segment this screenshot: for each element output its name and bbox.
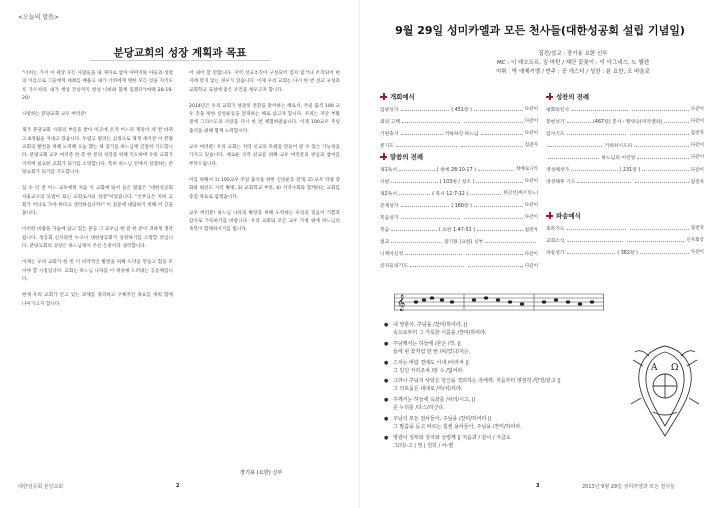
lyric-verse: ● 스치는 바람 결에도 이내 /사라져 || 그 있던 자리조차 /알 수 /없어라.: [384, 359, 469, 374]
dot-leader: [630, 132, 689, 135]
order-item-name: 영성체성가: [546, 168, 570, 174]
dot-leader: [476, 180, 522, 183]
order-item-detail: 하느님의 어린양: [601, 155, 636, 161]
order-item-detail: 거룩하시도다: [604, 143, 633, 149]
order-row: [546, 222, 704, 234]
order-item-role: 한긴선(마르티노): [503, 191, 539, 197]
order-item-name: 기원송가: [380, 131, 399, 137]
order-item-name: 니케아신경: [380, 252, 404, 258]
order-item-detail: ( 묵시 12:7-12 ): [432, 191, 469, 197]
order-row: [546, 115, 704, 127]
order-item-role: 신자회장: [686, 238, 704, 244]
section-heading: 성찬의 전례: [556, 93, 590, 101]
dot-leader: [567, 239, 624, 242]
order-item-detail: ( 요한 1:47-51 ): [438, 228, 476, 234]
order-item-name: 평화의인사: [546, 107, 570, 113]
order-item-name: 시편: [380, 179, 390, 185]
order-item-role: 집전자: [524, 227, 538, 233]
order-row: [380, 223, 538, 235]
cross-icon: [380, 93, 387, 100]
svg-text:Ω: Ω: [671, 363, 679, 373]
service-credits: [428, 50, 718, 77]
order-item-name: 봉헌성가: [546, 119, 565, 125]
dot-leader: [401, 216, 460, 219]
order-row: [546, 127, 704, 139]
dot-leader: [632, 108, 689, 111]
order-item-role: 다같이: [524, 119, 539, 125]
paragraph: 사랑하는 분당교회 교우 여러분!: [22, 112, 87, 118]
section-heading: 개회예식: [390, 93, 415, 101]
paragraph: 2014년은 우리 교회가 성장의 전환을 맞이하는 해로서, 주일 출석 100 교우 층을 위한 신앙운동을 전개하는 해로 삼고자 합니다. 우리는 지난 부활절에 그리스도의 사랑을 다시 한 번 체험하였습니다. 이제 100교우 주일 출석을 위해 함께 노력합시다.: [189, 103, 340, 134]
order-row: [380, 211, 538, 223]
dot-leader: [405, 252, 462, 255]
order-row: [380, 260, 538, 272]
order-item-role: 다같이: [524, 131, 538, 137]
dot-leader: [474, 204, 523, 207]
svg-text:A: A: [651, 363, 658, 373]
order-row: [380, 236, 538, 248]
page-number-right: 3: [536, 483, 540, 489]
order-item-name: 제1독서: [380, 167, 397, 173]
cross-icon: [546, 212, 553, 219]
order-item-role: 정베로니카: [515, 167, 539, 173]
dot-leader: [642, 168, 688, 171]
order-item-role: 다같이: [524, 263, 539, 269]
article-column-2: [189, 70, 340, 317]
paragraph: 교우 여러분! 우리 교회는 지역 선교의 모델을 만들어 갈 수 있는 가능성을 가지고 있습니다. 새로운 지역 선교를 위해 교우 여러분의 관심과 참여를 부탁드립니다.: [189, 145, 340, 167]
paragraph: 교우 여러분! 하느님 나라의 확장을 위해 노력하는 우리의 걸음이 기쁨과 감사로 가득하기를 바랍니다. 우리 교회와 모든 교우 가정 위에 하느님의 축복이 함께하시기를 빕니다.: [189, 210, 340, 233]
order-item-role: 다같이: [524, 251, 538, 257]
chant-staff: [394, 290, 604, 312]
dot-leader: [391, 180, 437, 183]
lyric-verse: ● 그러나 주님의 사랑은 당신을 경외하는 자에게: 처음부터 영원히 /한결/같고 || 그 의로움은 대대로 /미/치/리라.: [384, 378, 561, 393]
dot-leader: [401, 204, 450, 207]
dot-leader: [396, 144, 457, 147]
dot-leader: [571, 168, 617, 171]
order-item-name: 제2독서: [380, 191, 397, 197]
order-item-name: 죄의 고백: [380, 119, 401, 125]
dot-leader: [635, 180, 689, 183]
dot-leader: [577, 180, 631, 183]
order-item-name: 신자들의기도: [380, 264, 408, 270]
order-item-name: 복음성가: [380, 215, 399, 221]
order-item-detail: ( 창세 28:10-17 ): [436, 167, 477, 173]
order-item-name: 축복기도: [546, 226, 565, 232]
order-row: [380, 199, 538, 211]
dot-leader: [567, 251, 616, 254]
order-item-role: 다같이: [690, 250, 704, 256]
order-item-role: 다같이: [524, 215, 538, 221]
order-item-detail: (467장) 봉사 : 황영숙(미카엘라): [593, 119, 663, 125]
paragraph: 제가 분당교회 사목의 부름을 받아 이곳에 온지 어느덧 계절이 세 번 바뀌고 8개월을 지내고 있습니다. 두렵고 떨리는 심정으로 제게 새겨진 이 분당교회의 발전을 위해 노력해 오늘 했는 제 장기를 하느님께 간절히 기도합니다. 분당교회 교우 여러분 한 분 한 분의 성장을 위해 기도하며 우리 교회가 지역에 필요한 교회가 되기를 소망합니다. 특히 하느님 안에서 성장하는 분당교회가 되기를 기도합니다.: [22, 128, 173, 175]
order-item-role: 다같이: [524, 107, 538, 113]
order-item-detail: ( 231장 ): [619, 168, 641, 174]
order-item-detail: ( 180장 ): [451, 203, 472, 209]
order-item-detail: ( 362장 ): [617, 250, 638, 256]
paragraph: 이러한 바람을 가슴에 담고 있는 분들 그 교우님 한 분 한 분이 귀하게 생각됩니다. 성공회 신자라면 누구나 대한성공회가 성장하기를 소망할 것입니다. 분당교회의 성장은 하느님께서 주신 은총이라 생각합니다.: [22, 227, 173, 250]
order-row: [380, 115, 538, 127]
lyric-verse: ● 주님의 모든 천사들아, 주님을 /찬미/하여라 || 그 말씀을 듣고 따르는 힘센 용사들아, 주님을 /찬미/하여라.: [384, 416, 522, 430]
order-item-role: 다같이: [690, 167, 704, 173]
order-row: [546, 163, 704, 175]
credit-line: 집전/설교 : 장기용 요한 신부: [538, 51, 608, 57]
dot-leader: [477, 228, 523, 231]
order-item-role: 다같이: [524, 203, 538, 209]
order-row: [546, 234, 704, 246]
section-tag: <오늘의 말씀>: [18, 14, 59, 21]
article-body: [22, 70, 340, 317]
article-title: 분당교회의 성장 계획과 목표: [113, 47, 247, 59]
dot-leader: [399, 192, 430, 195]
order-row: [380, 187, 538, 199]
dot-leader: [548, 144, 602, 147]
order-item-role: 다같이: [690, 107, 704, 113]
dot-leader: [548, 156, 599, 159]
order-row: [546, 139, 704, 151]
order-row: [546, 151, 704, 163]
order-item-role: 다같이: [690, 155, 705, 161]
order-row: [546, 176, 704, 188]
dot-leader: [485, 240, 536, 243]
section-word: [380, 152, 538, 272]
paragraph: 이제는 우리 교회가 한 번 더 비약적인 발전을 위해 도약을 만들고 힘을 모아야 할 시점입니다. 교회는 하느님 나라를 이 세상에 드러내는 공동체입니다.: [22, 260, 173, 282]
lyric-verse: ● 주께서는 하늘에 옥좌를 /차리/시고, || 온 누리를 /다스/리신다.: [384, 397, 476, 412]
dot-leader: [640, 251, 689, 254]
dot-leader: [466, 252, 523, 255]
anglican-emblem-illustration: [627, 342, 703, 440]
service-title: 9월 29일 성미카엘과 모든 천사들(대한성공회 설립 기념일): [395, 24, 685, 37]
lyric-verse: ● 영광이 성부와 성자와 성령께 || 처음과 / 같이 / 지금도 그/리/-고 | 영 | 원히 / 아-멘: [384, 434, 511, 449]
article-column-1: [22, 70, 173, 317]
dot-leader: [464, 120, 522, 123]
lyric-verse: ● 내 영혼아, 주님을 /찬미/하여라. || 속으로부터 그 거룩한 이름을 /찬미/하여라.: [384, 322, 487, 336]
psalm-lyrics: [384, 322, 634, 454]
dot-leader: [567, 227, 626, 230]
order-row: [380, 103, 538, 115]
order-item-name: 입당성가: [380, 107, 399, 113]
order-item-detail: ( 451장 ): [451, 107, 472, 113]
dot-leader: [464, 216, 523, 219]
dot-leader: [637, 156, 688, 159]
dot-leader: [478, 168, 514, 171]
section-gathering: [380, 92, 538, 151]
order-row: [380, 175, 538, 187]
dot-leader: [470, 192, 501, 195]
paragraph: 십 수 년 전 어느 교우에게 처음 이 교회에 와서 들은 말씀은 "대한성공회 서울교구의 모범이 되는 교회로서의 성장"이었습니다. "신부님은 저희 교회가 어디로 가야 한다고 생각하십니까?" 이 질문에 대답하기 위해 이 글을 씁니다.: [22, 186, 173, 217]
order-item-role: 집전자: [690, 226, 704, 232]
order-item-role: 집전자: [690, 131, 704, 137]
order-item-name: 설교: [380, 240, 390, 246]
dot-leader: [399, 168, 435, 171]
dot-leader: [630, 227, 689, 230]
order-item-detail: ( 103편 / 칭조 ): [439, 179, 475, 185]
order-item-name: 본기도: [380, 143, 394, 149]
order-rows: [546, 103, 704, 188]
svg-text:𝄞: 𝄞: [397, 295, 406, 311]
order-item-role: 다같이: [690, 143, 705, 149]
order-rows: [546, 222, 704, 258]
dot-leader: [410, 264, 464, 267]
order-item-role: 다같이: [524, 179, 538, 185]
dot-leader: [481, 132, 523, 135]
dot-leader: [402, 120, 460, 123]
order-item-name: 층계성가: [380, 203, 399, 209]
dot-leader: [401, 108, 450, 111]
credit-line: MC : 이 데오도르, 김 마틴 / 제단 꽃꽂이 : 이 아그네스, 노 헬렌: [497, 60, 649, 66]
paragraph: 현재 우리 교회가 안고 있는 과제를 정리하고 구체적인 목표를 세워 함께 나아가고자 합니다.: [22, 293, 173, 307]
order-row: [380, 127, 538, 139]
cross-icon: [546, 93, 553, 100]
section-eucharist: [546, 92, 704, 188]
order-item-detail: 거룩하신 하느님: [444, 131, 479, 137]
order-row: [380, 163, 538, 175]
dot-leader: [461, 144, 522, 147]
order-rows: [380, 103, 538, 151]
dot-leader: [468, 264, 522, 267]
paragraph: 이를 위해서 1) 100교우 주일 출석을 위한 신앙운동 전개, 2) 교우 역량 강화와 평신도 사역 확대, 3) 교회학교 부흥, 4) 지역사회와 함께하는 교회를 중점 목표로 삼겠습니다.: [189, 177, 340, 200]
order-rows: [380, 163, 538, 272]
order-item-detail: 장기용 (요한) 신부: [444, 240, 484, 246]
dot-leader: [567, 120, 591, 123]
paragraph: 어 내어 할 만합니다. 지역 선교조직이 구성되어 있지 않거나 조직되어 현지에 맞지 않는 경우가 있습니다. 이제 우리 교회는 다시 한 번 선교 구성과 교회학교 육성에 좋은 조건을 세우고자 합니다.: [189, 71, 340, 93]
order-row: [546, 246, 704, 258]
section-heading: 말씀의 전례: [390, 153, 424, 161]
paragraph: "너희는 가서 이 세상 모든 사람들을 내 제자로 삼아 아버지와 아들과 성령의 이름으로 그들에게 세례를 베풀고 내가 너희에게 명한 모든 것을 지키도록 가르쳐라. 내가 세상 끝날까지 항상 너희와 함께 있겠다"(마태 28:19-20): [22, 71, 173, 101]
footer-right: 2013년 9월 29일 성미카엘과 모든 천사들: [582, 484, 676, 490]
title-rule: [90, 60, 270, 61]
order-item-role: 다같이: [690, 119, 705, 125]
order-item-role: 집전자: [690, 179, 704, 185]
order-item-name: 파송성가: [546, 250, 565, 256]
lyric-verse: ● 주님께서는 하늘에 /굳은 /것, || 들에 핀 꽃처럼 한 번 /피/었다/지는.: [384, 340, 471, 355]
dot-leader: [634, 144, 688, 147]
order-item-name: 교회소식: [546, 238, 565, 244]
dot-leader: [567, 132, 626, 135]
order-row: [380, 139, 538, 151]
order-row: [546, 103, 704, 115]
section-dismissal: [546, 211, 704, 258]
cross-icon: [380, 153, 387, 160]
dot-leader: [627, 239, 684, 242]
section-heading: 파송예식: [556, 212, 581, 220]
dot-leader: [474, 108, 523, 111]
dot-leader: [571, 108, 628, 111]
dot-leader: [391, 240, 442, 243]
dot-leader: [401, 132, 443, 135]
page-number-left: 2: [176, 483, 180, 489]
order-item-name: 감사기도: [546, 131, 565, 137]
dot-leader: [664, 120, 688, 123]
dot-leader: [391, 228, 437, 231]
signature: 장기용 (요한) 신부: [240, 470, 283, 476]
order-item-name: 복음: [380, 228, 390, 234]
footer-left: 대한성공회 분당교회: [18, 484, 64, 490]
order-item-name: 영성체후 기도: [546, 180, 576, 186]
order-item-role: 집전자: [524, 143, 539, 149]
credit-line: 지휘 : 박 에제키엘 / 반주 : 공 에스더 / 성찬 : 윤 요한, 조 바울로: [495, 69, 651, 75]
order-row: [380, 248, 538, 260]
